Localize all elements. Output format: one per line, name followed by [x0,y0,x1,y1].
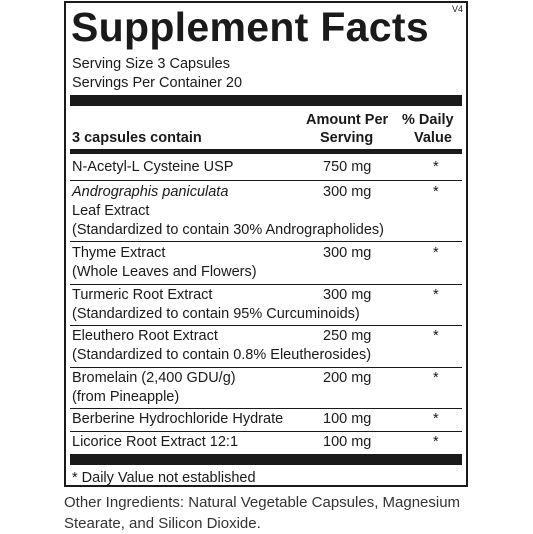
ingredient-amount: 100 mg [323,411,372,427]
ingredient-name: N-Acetyl-L Cysteine USP [72,159,234,175]
ingredient-dv: * [433,245,439,261]
header-dv-line2: Value [414,130,452,146]
thick-divider-header [70,149,462,154]
ingredient-dv: * [433,411,439,427]
ingredient-amount: 300 mg [323,245,372,261]
ingredient-amount: 100 mg [323,434,372,450]
row-divider [70,408,462,409]
ingredient-name: Andrographis paniculata [72,184,229,200]
ingredient-dv: * [433,434,439,450]
header-contain: 3 capsules contain [72,130,202,146]
ingredient-detail: (from Pineapple) [72,389,180,405]
ingredient-name: Thyme Extract [72,245,166,261]
daily-value-footnote: * Daily Value not established [72,470,256,486]
ingredient-dv: * [433,328,439,344]
ingredient-detail: (Standardized to contain 0.8% Eleutherosides) [72,347,372,363]
header-amount-line2: Serving [320,130,374,146]
ingredient-dv: * [433,287,439,303]
ingredient-dv: * [433,184,439,200]
ingredient-name: Berberine Hydrochloride Hydrate [72,411,284,427]
ingredient-amount: 250 mg [323,328,372,344]
ingredient-detail: (Standardized to contain 30% Andrographolides) [72,222,384,238]
row-divider [70,284,462,285]
ingredient-amount: 200 mg [323,370,372,386]
version-tag: V4 [451,4,463,14]
supplement-facts-panel [64,1,468,487]
row-divider [70,367,462,368]
ingredient-name: Licorice Root Extract 12:1 [72,434,239,450]
thick-divider-bottom [70,454,462,465]
other-ingredients [64,492,484,534]
serving-size: Serving Size 3 Capsules [72,56,230,72]
row-divider [70,180,462,181]
panel-title: Supplement Facts [71,4,429,50]
ingredient-name: Bromelain (2,400 GDU/g) [72,370,236,386]
ingredient-detail: (Standardized to contain 95% Curcuminoids) [72,306,360,322]
thick-divider-top [70,95,462,106]
row-divider [70,325,462,326]
servings-per-container: Servings Per Container 20 [72,75,243,91]
other-ingredients-line: Stearate, and Silicon Dioxide. [64,515,261,532]
ingredient-amount: 300 mg [323,184,372,200]
ingredient-detail: Leaf Extract [72,203,150,219]
other-ingredients-line: Other Ingredients: Natural Vegetable Capsules, Magnesium [64,494,461,511]
ingredient-name: Turmeric Root Extract [72,287,213,303]
ingredient-name: Eleuthero Root Extract [72,328,218,344]
row-divider [70,431,462,432]
ingredient-amount: 300 mg [323,287,372,303]
row-divider [70,241,462,242]
header-amount-line1: Amount Per [306,112,389,128]
ingredient-dv: * [433,370,439,386]
ingredient-detail: (Whole Leaves and Flowers) [72,264,257,280]
ingredient-dv: * [433,159,439,175]
ingredient-amount: 750 mg [323,159,372,175]
header-dv-line1: % Daily [402,112,454,128]
